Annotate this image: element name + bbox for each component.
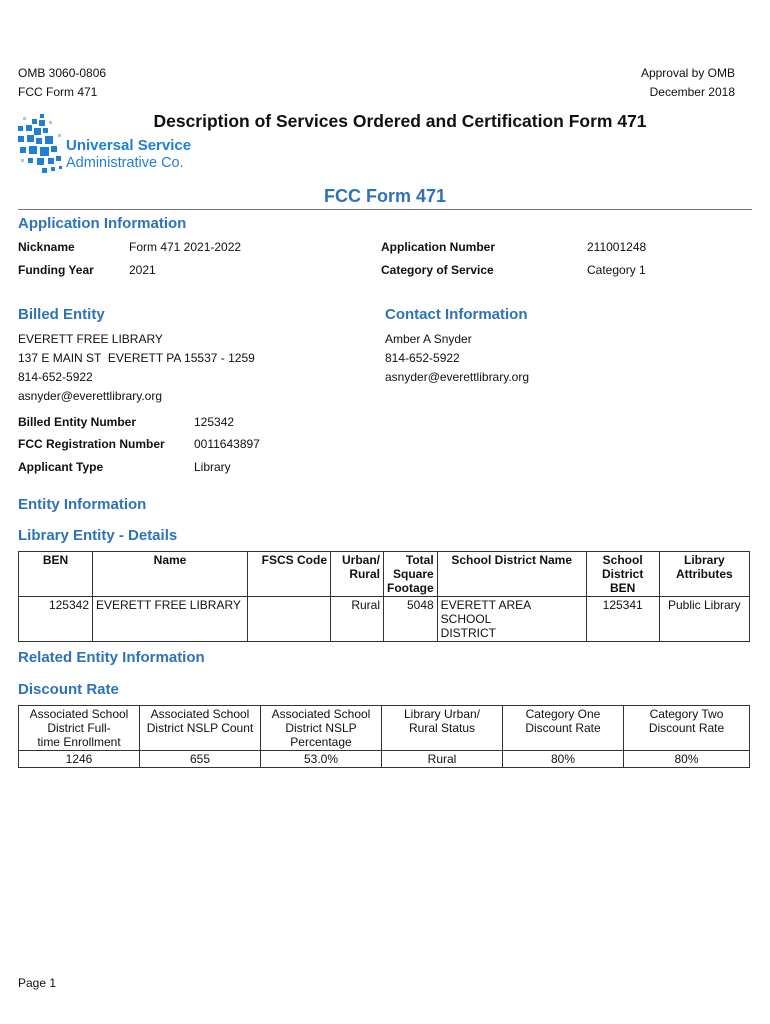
col-fscs: FSCS Code	[248, 552, 331, 597]
cell-sqft: 5048	[384, 597, 438, 642]
ben-label: Billed Entity Number	[18, 415, 137, 429]
frn-value: 0011643897	[194, 437, 260, 451]
app-number-label: Application Number	[381, 240, 496, 254]
approval-text: Approval by OMB	[640, 66, 735, 80]
col-urban: Urban/ Rural	[331, 552, 384, 597]
col-name: Name	[93, 552, 248, 597]
col-status: Library Urban/ Rural Status	[382, 706, 503, 751]
contact-section-title: Contact Information	[385, 306, 528, 323]
col-nslp-count: Associated School District NSLP Count	[140, 706, 261, 751]
cell-district: EVERETT AREA SCHOOL DISTRICT	[437, 597, 586, 642]
col-sqft: Total Square Footage	[384, 552, 438, 597]
discount-rate-title: Discount Rate	[18, 681, 119, 698]
cell-name: EVERETT FREE LIBRARY	[93, 597, 248, 642]
cell-enrollment: 1246	[19, 751, 140, 768]
discount-rate-table	[18, 705, 750, 768]
col-ben: BEN	[19, 552, 93, 597]
col-district-ben: School District BEN	[586, 552, 659, 597]
billed-entity-name: EVERETT FREE LIBRARY	[18, 332, 163, 346]
cell-cat2: 80%	[624, 751, 750, 768]
col-cat1: Category One Discount Rate	[503, 706, 624, 751]
form-heading: FCC Form 471	[323, 186, 447, 206]
cell-cat1: 80%	[503, 751, 624, 768]
cell-urban: Rural	[331, 597, 384, 642]
cell-attributes: Public Library	[659, 597, 749, 642]
header-right	[641, 64, 735, 102]
application-section-title: Application Information	[18, 215, 187, 232]
col-enrollment: Associated School District Full- time Enrollment	[19, 706, 140, 751]
category-value: Category 1	[587, 263, 646, 277]
billed-entity-section-title: Billed Entity	[18, 306, 105, 323]
form-name: FCC Form 471	[18, 85, 98, 99]
contact-name: Amber A Snyder	[385, 332, 472, 346]
nickname-label: Nickname	[18, 240, 75, 254]
table-header-row	[19, 706, 750, 751]
entity-section-title: Entity Information	[18, 496, 147, 513]
applicant-type-value: Library	[194, 460, 231, 474]
contact-email: asnyder@everettlibrary.org	[385, 370, 530, 384]
form-date: December 2018	[649, 85, 735, 99]
cell-status: Rural	[382, 751, 503, 768]
col-cat2: Category Two Discount Rate	[624, 706, 750, 751]
ben-value: 125342	[194, 415, 235, 429]
billed-entity-phone: 814-652-5922	[18, 370, 93, 384]
table-header-row	[19, 552, 750, 597]
page-number: Page 1	[18, 976, 57, 990]
col-nslp-pct: Associated School District NSLP Percentage	[261, 706, 382, 751]
divider	[18, 209, 752, 210]
funding-year-value: 2021	[129, 263, 156, 277]
header-left	[18, 64, 106, 102]
omb-number: OMB 3060-0806	[18, 66, 107, 80]
contact-phone: 814-652-5922	[385, 351, 460, 365]
category-label: Category of Service	[381, 263, 494, 277]
cell-nslp-count: 655	[140, 751, 261, 768]
library-entity-table	[18, 551, 750, 642]
frn-label: FCC Registration Number	[18, 437, 165, 451]
related-entity-title: Related Entity Information	[18, 649, 205, 666]
col-attributes: Library Attributes	[659, 552, 749, 597]
cell-ben: 125342	[19, 597, 93, 642]
logo-line2: Administrative Co.	[66, 155, 184, 171]
cell-fscs	[248, 597, 331, 642]
app-number-value: 211001248	[587, 240, 647, 254]
cell-district-ben: 125341	[586, 597, 659, 642]
nickname-value: Form 471 2021-2022	[129, 240, 242, 254]
page-title: Description of Services Ordered and Certification Form 471	[153, 111, 647, 131]
col-district: School District Name	[437, 552, 586, 597]
logo-line1: Universal Service	[66, 137, 192, 154]
table-row	[19, 597, 750, 642]
cell-nslp-pct: 53.0%	[261, 751, 382, 768]
table-row	[19, 751, 750, 768]
billed-entity-address: 137 E MAIN ST EVERETT PA 15537 - 1259	[18, 351, 255, 365]
funding-year-label: Funding Year	[18, 263, 94, 277]
contact-block	[385, 330, 529, 387]
billed-entity-block	[18, 330, 255, 406]
applicant-type-label: Applicant Type	[18, 460, 104, 474]
billed-entity-email: asnyder@everettlibrary.org	[18, 389, 163, 403]
library-details-title: Library Entity - Details	[18, 527, 178, 544]
